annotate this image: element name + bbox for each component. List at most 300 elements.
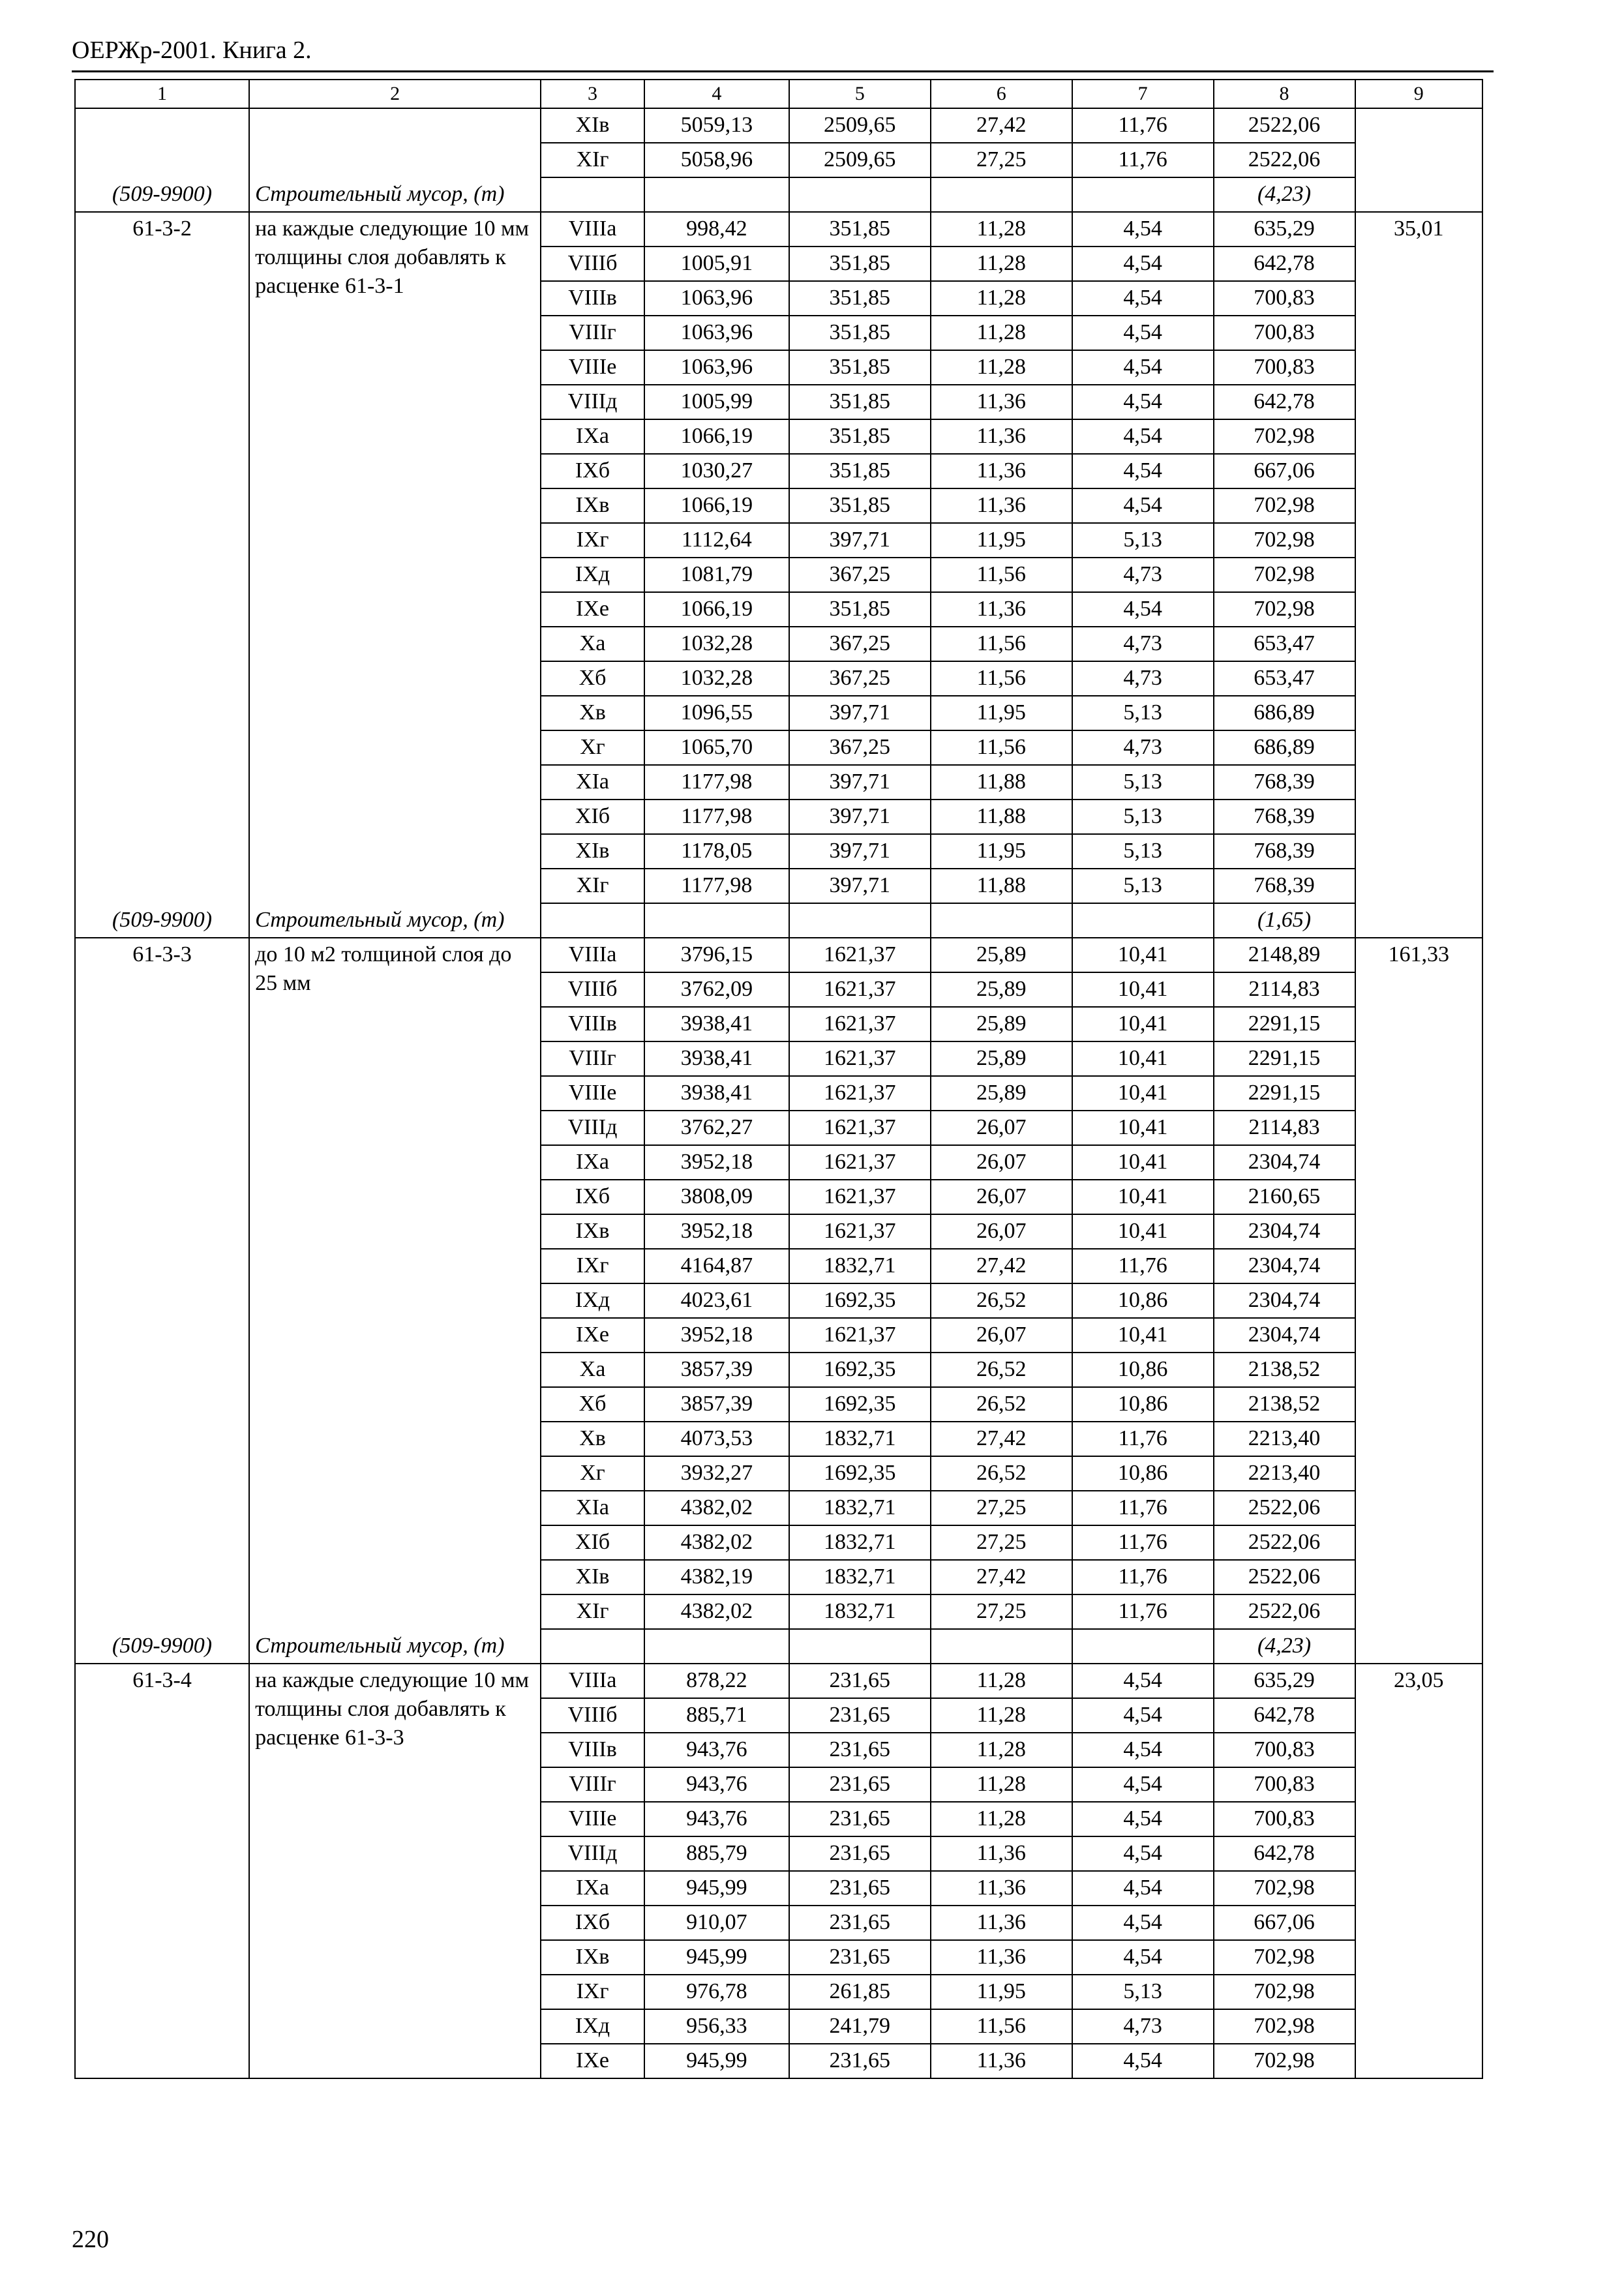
value-cell: 351,85 bbox=[789, 419, 931, 454]
value-cell: 642,78 bbox=[1214, 385, 1355, 419]
zone-cell: XIв bbox=[541, 108, 644, 143]
zone-cell: IXг bbox=[541, 1975, 644, 2009]
value-cell: 11,36 bbox=[931, 592, 1072, 627]
value-cell: 1112,64 bbox=[644, 523, 789, 558]
value-cell: 1621,37 bbox=[789, 1076, 931, 1111]
zone-cell: VIIIб bbox=[541, 1698, 644, 1733]
zone-cell: IXд bbox=[541, 1283, 644, 1318]
zone-cell: Xв bbox=[541, 696, 644, 730]
value-cell: 1065,70 bbox=[644, 730, 789, 765]
table-row bbox=[75, 212, 1482, 247]
value-cell: 4,54 bbox=[1072, 1664, 1214, 1698]
zone-cell: Xа bbox=[541, 1353, 644, 1387]
empty-cell bbox=[931, 903, 1072, 938]
value-cell: 351,85 bbox=[789, 385, 931, 419]
value-cell: 351,85 bbox=[789, 454, 931, 488]
value-cell: 397,71 bbox=[789, 696, 931, 730]
value-cell: 231,65 bbox=[789, 2044, 931, 2078]
value-cell: 10,41 bbox=[1072, 1145, 1214, 1180]
value-cell: 27,25 bbox=[931, 1525, 1072, 1560]
value-cell: 2304,74 bbox=[1214, 1145, 1355, 1180]
value-cell: 10,41 bbox=[1072, 1214, 1214, 1249]
value-cell: 11,56 bbox=[931, 661, 1072, 696]
value-cell: 4,54 bbox=[1072, 1698, 1214, 1733]
value-cell: 702,98 bbox=[1214, 592, 1355, 627]
value-cell: 11,56 bbox=[931, 558, 1072, 592]
value-cell: 231,65 bbox=[789, 1906, 931, 1940]
value-cell: 5,13 bbox=[1072, 696, 1214, 730]
value-cell: 11,76 bbox=[1072, 1594, 1214, 1629]
value-cell: 11,88 bbox=[931, 869, 1072, 903]
value-cell: 5,13 bbox=[1072, 523, 1214, 558]
waste-value: (4,23) bbox=[1257, 1634, 1312, 1658]
value-cell: 231,65 bbox=[789, 1802, 931, 1836]
value-cell: 4,54 bbox=[1072, 1733, 1214, 1767]
value-cell: 10,86 bbox=[1072, 1387, 1214, 1422]
value-cell: 11,56 bbox=[931, 2009, 1072, 2044]
zone-cell: XIв bbox=[541, 1560, 644, 1594]
value-cell: 1096,55 bbox=[644, 696, 789, 730]
value-cell: 686,89 bbox=[1214, 696, 1355, 730]
value-cell: 10,41 bbox=[1072, 1041, 1214, 1076]
zone-cell: IXд bbox=[541, 2009, 644, 2044]
waste-code-cell bbox=[75, 108, 249, 212]
zone-cell: VIIIд bbox=[541, 385, 644, 419]
value-cell: 4382,02 bbox=[644, 1594, 789, 1629]
value-cell: 943,76 bbox=[644, 1733, 789, 1767]
value-cell: 768,39 bbox=[1214, 800, 1355, 834]
value-cell: 25,89 bbox=[931, 972, 1072, 1007]
rate-description-cell bbox=[249, 1664, 541, 2078]
value-cell: 4073,53 bbox=[644, 1422, 789, 1456]
value-cell: 4164,87 bbox=[644, 1249, 789, 1283]
zone-cell: XIг bbox=[541, 869, 644, 903]
value-cell: 26,07 bbox=[931, 1214, 1072, 1249]
value-cell: 2114,83 bbox=[1214, 1111, 1355, 1145]
value-cell: 2291,15 bbox=[1214, 1007, 1355, 1041]
value-cell: 1832,71 bbox=[789, 1525, 931, 1560]
value-cell: 2213,40 bbox=[1214, 1422, 1355, 1456]
value-cell: 1621,37 bbox=[789, 1145, 931, 1180]
zone-cell: Xг bbox=[541, 1456, 644, 1491]
value-cell: 2522,06 bbox=[1214, 1491, 1355, 1525]
value-cell: 11,36 bbox=[931, 1871, 1072, 1906]
value-cell: 26,07 bbox=[931, 1111, 1072, 1145]
value-cell: 702,98 bbox=[1214, 1975, 1355, 2009]
value-cell: 945,99 bbox=[644, 1871, 789, 1906]
value-cell: 4,73 bbox=[1072, 730, 1214, 765]
rate-description: на каждые следующие 10 мм толщины слоя добавлять к расценке 61-3-3 bbox=[255, 1668, 530, 1750]
value-cell: 702,98 bbox=[1214, 1871, 1355, 1906]
empty-cell bbox=[644, 177, 789, 212]
value-cell: 11,36 bbox=[931, 385, 1072, 419]
zone-cell: IXб bbox=[541, 1906, 644, 1940]
value-cell: 1621,37 bbox=[789, 1041, 931, 1076]
value-cell: 10,41 bbox=[1072, 1111, 1214, 1145]
value-cell: 397,71 bbox=[789, 834, 931, 869]
rate-code: 61-3-4 bbox=[132, 1668, 192, 1692]
value-cell: 1621,37 bbox=[789, 972, 931, 1007]
value-cell: 702,98 bbox=[1214, 488, 1355, 523]
zone-cell: IXв bbox=[541, 488, 644, 523]
value-cell: 11,88 bbox=[931, 765, 1072, 800]
value-cell: 3952,18 bbox=[644, 1145, 789, 1180]
value-cell: 231,65 bbox=[789, 1871, 931, 1906]
value-cell: 1621,37 bbox=[789, 1007, 931, 1041]
value-cell: 3952,18 bbox=[644, 1214, 789, 1249]
value-cell: 26,52 bbox=[931, 1353, 1072, 1387]
value-cell: 2522,06 bbox=[1214, 1525, 1355, 1560]
column-number: 2 bbox=[249, 80, 541, 108]
value-cell: 642,78 bbox=[1214, 247, 1355, 281]
value-cell: 27,42 bbox=[931, 1249, 1072, 1283]
value-cell: 1621,37 bbox=[789, 1214, 931, 1249]
empty-cell bbox=[541, 903, 644, 938]
zone-cell: IXа bbox=[541, 419, 644, 454]
value-cell: 2114,83 bbox=[1214, 972, 1355, 1007]
column-number: 9 bbox=[1355, 80, 1482, 108]
value-cell: 1032,28 bbox=[644, 661, 789, 696]
value-cell: 26,52 bbox=[931, 1456, 1072, 1491]
value-cell: 4023,61 bbox=[644, 1283, 789, 1318]
value-cell: 878,22 bbox=[644, 1664, 789, 1698]
value-cell: 1063,96 bbox=[644, 350, 789, 385]
col9-cell: 161,33 bbox=[1355, 938, 1482, 1664]
value-cell: 1692,35 bbox=[789, 1456, 931, 1491]
value-cell: 367,25 bbox=[789, 661, 931, 696]
value-cell: 1005,91 bbox=[644, 247, 789, 281]
value-cell: 768,39 bbox=[1214, 765, 1355, 800]
waste-value-cell bbox=[1214, 1629, 1355, 1664]
value-cell: 635,29 bbox=[1214, 212, 1355, 247]
value-cell: 27,42 bbox=[931, 1560, 1072, 1594]
zone-cell: VIIIб bbox=[541, 972, 644, 1007]
value-cell: 4382,02 bbox=[644, 1525, 789, 1560]
zone-cell: IXг bbox=[541, 523, 644, 558]
value-cell: 1832,71 bbox=[789, 1249, 931, 1283]
value-cell: 3932,27 bbox=[644, 1456, 789, 1491]
zone-cell: VIIIе bbox=[541, 350, 644, 385]
value-cell: 635,29 bbox=[1214, 1664, 1355, 1698]
value-cell: 4,54 bbox=[1072, 1836, 1214, 1871]
value-cell: 768,39 bbox=[1214, 834, 1355, 869]
value-cell: 653,47 bbox=[1214, 661, 1355, 696]
value-cell: 397,71 bbox=[789, 765, 931, 800]
value-cell: 885,71 bbox=[644, 1698, 789, 1733]
value-cell: 2522,06 bbox=[1214, 143, 1355, 177]
zone-cell: IXв bbox=[541, 1940, 644, 1975]
col9-cell: 23,05 bbox=[1355, 1664, 1482, 2078]
value-cell: 11,28 bbox=[931, 247, 1072, 281]
value-cell: 642,78 bbox=[1214, 1836, 1355, 1871]
value-cell: 231,65 bbox=[789, 1698, 931, 1733]
value-cell: 27,42 bbox=[931, 1422, 1072, 1456]
value-cell: 700,83 bbox=[1214, 1733, 1355, 1767]
value-cell: 11,36 bbox=[931, 454, 1072, 488]
zone-cell: VIIIд bbox=[541, 1111, 644, 1145]
value-cell: 976,78 bbox=[644, 1975, 789, 2009]
zone-cell: XIг bbox=[541, 143, 644, 177]
zone-cell: IXг bbox=[541, 1249, 644, 1283]
value-cell: 25,89 bbox=[931, 1007, 1072, 1041]
value-cell: 956,33 bbox=[644, 2009, 789, 2044]
value-cell: 1692,35 bbox=[789, 1283, 931, 1318]
value-cell: 5,13 bbox=[1072, 834, 1214, 869]
waste-value: (4,23) bbox=[1257, 182, 1312, 206]
empty-cell bbox=[1072, 903, 1214, 938]
value-cell: 4,54 bbox=[1072, 247, 1214, 281]
zone-cell: VIIIв bbox=[541, 1733, 644, 1767]
value-cell: 3938,41 bbox=[644, 1076, 789, 1111]
value-cell: 4,54 bbox=[1072, 2044, 1214, 2078]
col9-cell bbox=[1355, 108, 1482, 212]
value-cell: 2291,15 bbox=[1214, 1041, 1355, 1076]
value-cell: 261,85 bbox=[789, 1975, 931, 2009]
value-cell: 667,06 bbox=[1214, 454, 1355, 488]
column-number: 7 bbox=[1072, 80, 1214, 108]
value-cell: 11,76 bbox=[1072, 143, 1214, 177]
value-cell: 26,07 bbox=[931, 1145, 1072, 1180]
zone-cell: XIг bbox=[541, 1594, 644, 1629]
value-cell: 4,54 bbox=[1072, 1767, 1214, 1802]
value-cell: 1081,79 bbox=[644, 558, 789, 592]
value-cell: 1621,37 bbox=[789, 938, 931, 972]
zone-cell: VIIIе bbox=[541, 1802, 644, 1836]
value-cell: 653,47 bbox=[1214, 627, 1355, 661]
value-cell: 4,54 bbox=[1072, 1906, 1214, 1940]
value-cell: 4,54 bbox=[1072, 350, 1214, 385]
value-cell: 4,54 bbox=[1072, 454, 1214, 488]
value-cell: 231,65 bbox=[789, 1767, 931, 1802]
value-cell: 2213,40 bbox=[1214, 1456, 1355, 1491]
value-cell: 3762,09 bbox=[644, 972, 789, 1007]
value-cell: 4,54 bbox=[1072, 1940, 1214, 1975]
value-cell: 25,89 bbox=[931, 1076, 1072, 1111]
value-cell: 945,99 bbox=[644, 1940, 789, 1975]
zone-cell: Xа bbox=[541, 627, 644, 661]
value-cell: 10,41 bbox=[1072, 1076, 1214, 1111]
value-cell: 11,76 bbox=[1072, 1249, 1214, 1283]
value-cell: 11,76 bbox=[1072, 1422, 1214, 1456]
value-cell: 351,85 bbox=[789, 592, 931, 627]
value-cell: 11,95 bbox=[931, 523, 1072, 558]
value-cell: 1832,71 bbox=[789, 1422, 931, 1456]
value-cell: 4,54 bbox=[1072, 1871, 1214, 1906]
value-cell: 11,36 bbox=[931, 488, 1072, 523]
column-number: 5 bbox=[789, 80, 931, 108]
value-cell: 397,71 bbox=[789, 800, 931, 834]
value-cell: 3808,09 bbox=[644, 1180, 789, 1214]
empty-cell bbox=[644, 1629, 789, 1664]
value-cell: 4,54 bbox=[1072, 385, 1214, 419]
zone-cell: IXб bbox=[541, 1180, 644, 1214]
value-cell: 27,42 bbox=[931, 108, 1072, 143]
zone-cell: VIIIд bbox=[541, 1836, 644, 1871]
zone-cell: IXе bbox=[541, 592, 644, 627]
zone-cell: XIа bbox=[541, 765, 644, 800]
value-cell: 11,28 bbox=[931, 1664, 1072, 1698]
value-cell: 26,07 bbox=[931, 1318, 1072, 1353]
value-cell: 367,25 bbox=[789, 730, 931, 765]
value-cell: 702,98 bbox=[1214, 419, 1355, 454]
value-cell: 1832,71 bbox=[789, 1491, 931, 1525]
value-cell: 2148,89 bbox=[1214, 938, 1355, 972]
empty-cell bbox=[931, 1629, 1072, 1664]
zone-cell: IXв bbox=[541, 1214, 644, 1249]
value-cell: 10,41 bbox=[1072, 972, 1214, 1007]
value-cell: 11,36 bbox=[931, 1940, 1072, 1975]
zone-cell: VIIIг bbox=[541, 1767, 644, 1802]
value-cell: 10,41 bbox=[1072, 1180, 1214, 1214]
column-number-row bbox=[75, 80, 1482, 108]
waste-code: (509-9900) bbox=[112, 1634, 213, 1658]
value-cell: 943,76 bbox=[644, 1802, 789, 1836]
value-cell: 1063,96 bbox=[644, 316, 789, 350]
rate-description-cell bbox=[249, 212, 541, 938]
value-cell: 231,65 bbox=[789, 1940, 931, 1975]
zone-cell: Xб bbox=[541, 661, 644, 696]
value-cell: 2304,74 bbox=[1214, 1214, 1355, 1249]
value-cell: 4382,02 bbox=[644, 1491, 789, 1525]
value-cell: 700,83 bbox=[1214, 1767, 1355, 1802]
value-cell: 700,83 bbox=[1214, 350, 1355, 385]
value-cell: 11,28 bbox=[931, 1802, 1072, 1836]
value-cell: 3938,41 bbox=[644, 1007, 789, 1041]
value-cell: 11,56 bbox=[931, 730, 1072, 765]
value-cell: 11,56 bbox=[931, 627, 1072, 661]
value-cell: 2304,74 bbox=[1214, 1283, 1355, 1318]
waste-code: (509-9900) bbox=[112, 182, 213, 206]
value-cell: 5,13 bbox=[1072, 1975, 1214, 2009]
value-cell: 26,07 bbox=[931, 1180, 1072, 1214]
value-cell: 998,42 bbox=[644, 212, 789, 247]
value-cell: 10,86 bbox=[1072, 1283, 1214, 1318]
value-cell: 11,36 bbox=[931, 2044, 1072, 2078]
value-cell: 25,89 bbox=[931, 1041, 1072, 1076]
value-cell: 1030,27 bbox=[644, 454, 789, 488]
zone-cell: VIIIв bbox=[541, 281, 644, 316]
zone-cell: XIб bbox=[541, 1525, 644, 1560]
rate-code: 61-3-3 bbox=[132, 942, 192, 966]
page-header-title: ОЕРЖр-2001. Книга 2. bbox=[72, 37, 312, 64]
value-cell: 943,76 bbox=[644, 1767, 789, 1802]
column-number: 3 bbox=[541, 80, 644, 108]
value-cell: 3762,27 bbox=[644, 1111, 789, 1145]
waste-name: Строительный мусор, (т) bbox=[255, 908, 505, 932]
col9-cell: 35,01 bbox=[1355, 212, 1482, 938]
waste-name: Строительный мусор, (т) bbox=[255, 1634, 505, 1658]
waste-value-cell bbox=[1214, 903, 1355, 938]
zone-cell: VIIIа bbox=[541, 1664, 644, 1698]
value-cell: 4,54 bbox=[1072, 212, 1214, 247]
zone-cell: IXд bbox=[541, 558, 644, 592]
rate-description: до 10 м2 толщиной слоя до 25 мм bbox=[255, 942, 512, 995]
value-cell: 3952,18 bbox=[644, 1318, 789, 1353]
value-cell: 3938,41 bbox=[644, 1041, 789, 1076]
value-cell: 1005,99 bbox=[644, 385, 789, 419]
value-cell: 4,54 bbox=[1072, 592, 1214, 627]
value-cell: 945,99 bbox=[644, 2044, 789, 2078]
value-cell: 11,76 bbox=[1072, 1491, 1214, 1525]
value-cell: 5058,96 bbox=[644, 143, 789, 177]
value-cell: 1692,35 bbox=[789, 1387, 931, 1422]
rate-code-cell bbox=[75, 938, 249, 1664]
zone-cell: VIIIа bbox=[541, 212, 644, 247]
value-cell: 910,07 bbox=[644, 1906, 789, 1940]
value-cell: 4,54 bbox=[1072, 1802, 1214, 1836]
value-cell: 351,85 bbox=[789, 316, 931, 350]
value-cell: 1621,37 bbox=[789, 1111, 931, 1145]
rate-code: 61-3-2 bbox=[132, 217, 192, 241]
waste-code: (509-9900) bbox=[112, 908, 213, 932]
value-cell: 351,85 bbox=[789, 281, 931, 316]
header-rule bbox=[72, 70, 1494, 72]
empty-cell bbox=[644, 903, 789, 938]
zone-cell: VIIIа bbox=[541, 938, 644, 972]
zone-cell: IXб bbox=[541, 454, 644, 488]
value-cell: 26,52 bbox=[931, 1387, 1072, 1422]
value-cell: 4382,19 bbox=[644, 1560, 789, 1594]
value-cell: 1177,98 bbox=[644, 765, 789, 800]
value-cell: 351,85 bbox=[789, 350, 931, 385]
value-cell: 241,79 bbox=[789, 2009, 931, 2044]
waste-name-cell bbox=[249, 108, 541, 212]
value-cell: 700,83 bbox=[1214, 1802, 1355, 1836]
value-cell: 11,28 bbox=[931, 281, 1072, 316]
value-cell: 10,41 bbox=[1072, 1007, 1214, 1041]
value-cell: 11,76 bbox=[1072, 108, 1214, 143]
value-cell: 11,28 bbox=[931, 350, 1072, 385]
empty-cell bbox=[1072, 1629, 1214, 1664]
value-cell: 1832,71 bbox=[789, 1560, 931, 1594]
zone-cell: VIIIв bbox=[541, 1007, 644, 1041]
value-cell: 397,71 bbox=[789, 523, 931, 558]
value-cell: 11,36 bbox=[931, 1836, 1072, 1871]
value-cell: 4,73 bbox=[1072, 627, 1214, 661]
empty-cell bbox=[789, 903, 931, 938]
value-cell: 2522,06 bbox=[1214, 1560, 1355, 1594]
table-row bbox=[75, 1664, 1482, 1698]
value-cell: 642,78 bbox=[1214, 1698, 1355, 1733]
table-row bbox=[75, 938, 1482, 972]
rate-description-cell bbox=[249, 938, 541, 1664]
value-cell: 700,83 bbox=[1214, 316, 1355, 350]
value-cell: 11,28 bbox=[931, 1767, 1072, 1802]
waste-name: Строительный мусор, (т) bbox=[255, 182, 505, 206]
value-cell: 702,98 bbox=[1214, 1940, 1355, 1975]
value-cell: 11,36 bbox=[931, 1906, 1072, 1940]
value-cell: 351,85 bbox=[789, 488, 931, 523]
value-cell: 4,73 bbox=[1072, 2009, 1214, 2044]
zone-cell: IXа bbox=[541, 1145, 644, 1180]
value-cell: 1066,19 bbox=[644, 488, 789, 523]
value-cell: 11,88 bbox=[931, 800, 1072, 834]
waste-value-cell bbox=[1214, 177, 1355, 212]
value-cell: 702,98 bbox=[1214, 2044, 1355, 2078]
empty-cell bbox=[789, 177, 931, 212]
value-cell: 768,39 bbox=[1214, 869, 1355, 903]
value-cell: 11,36 bbox=[931, 419, 1072, 454]
rate-code-cell bbox=[75, 1664, 249, 2078]
value-cell: 11,95 bbox=[931, 1975, 1072, 2009]
zone-cell: VIIIг bbox=[541, 1041, 644, 1076]
value-cell: 885,79 bbox=[644, 1836, 789, 1871]
value-cell: 11,28 bbox=[931, 316, 1072, 350]
column-number: 1 bbox=[75, 80, 249, 108]
value-cell: 1177,98 bbox=[644, 869, 789, 903]
value-cell: 2509,65 bbox=[789, 143, 931, 177]
rate-code-cell bbox=[75, 212, 249, 938]
